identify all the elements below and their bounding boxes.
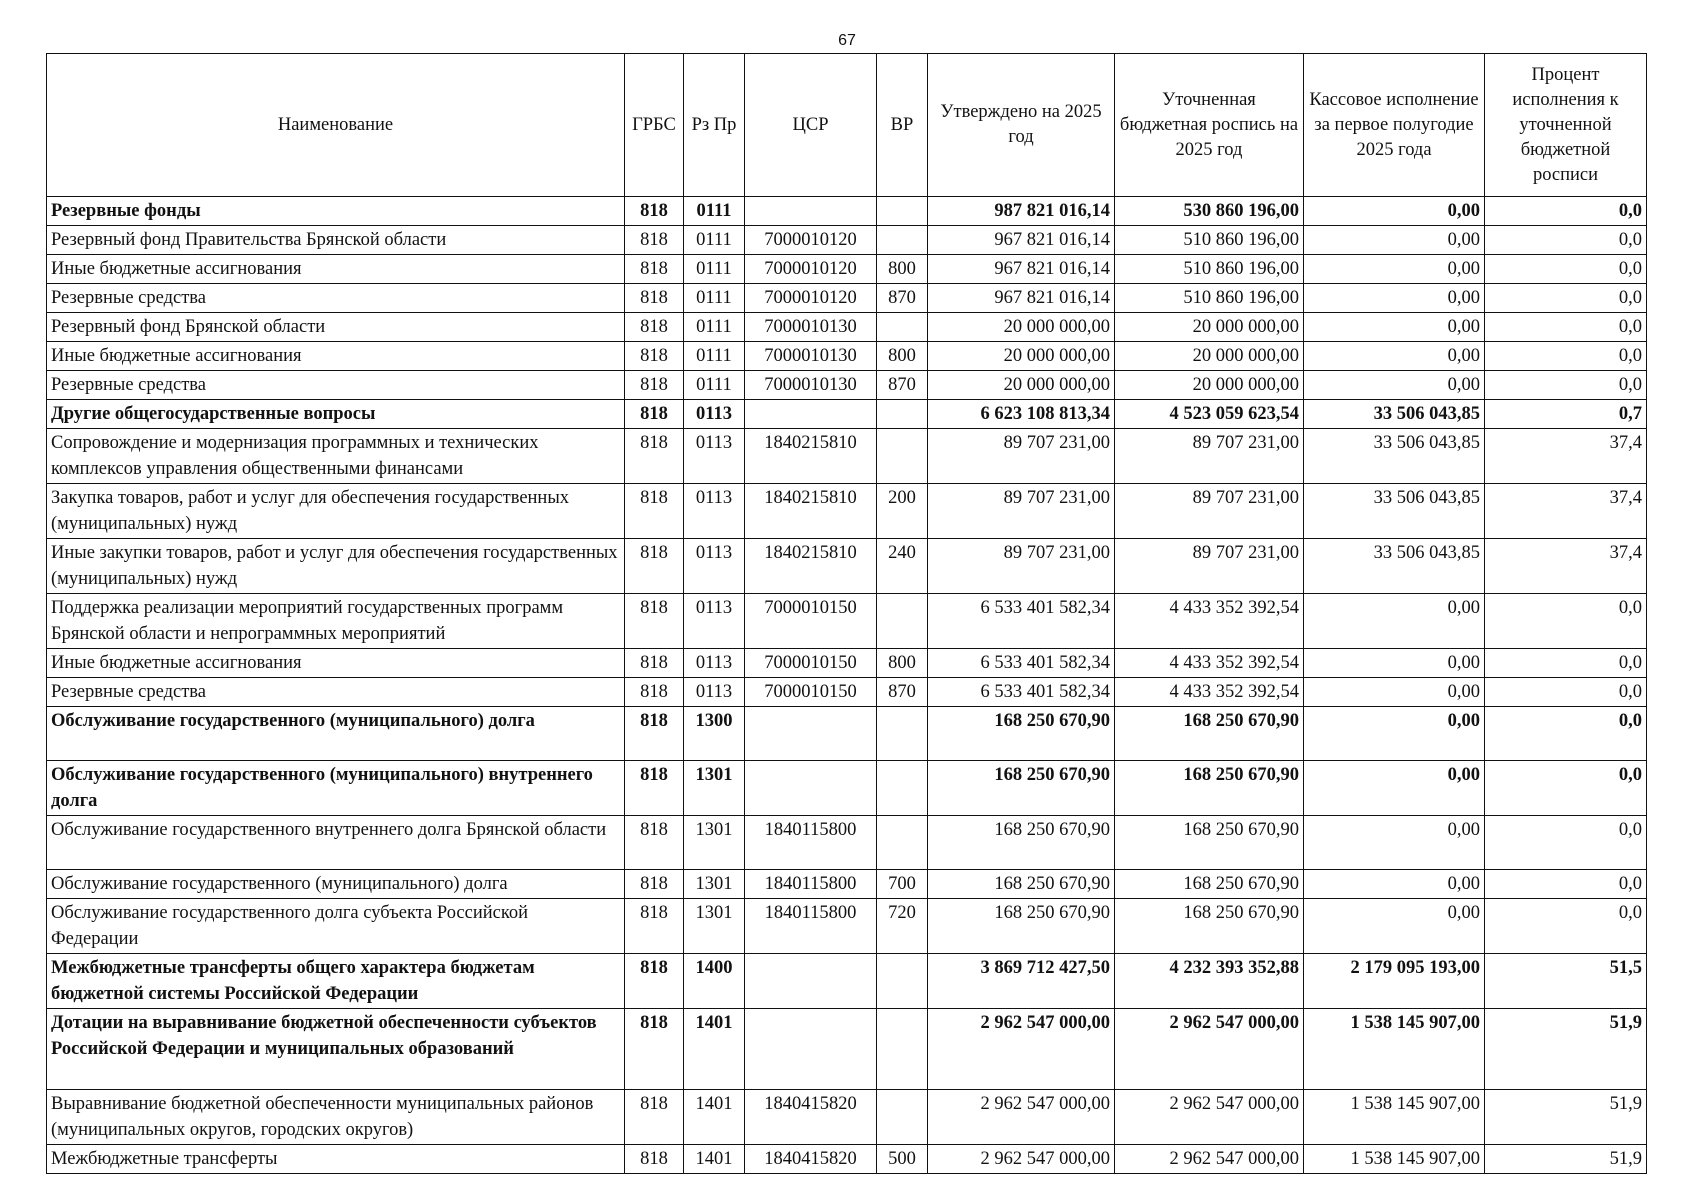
cell-executed: 0,00 <box>1304 197 1485 226</box>
cell-name: Межбюджетные трансферты общего характера бюджетам бюджетной системы Российской Федерации <box>47 954 625 1009</box>
cell-approved: 6 533 401 582,34 <box>928 649 1115 678</box>
cell-approved: 168 250 670,90 <box>928 707 1115 761</box>
cell-rzpr: 0111 <box>684 342 745 371</box>
cell-revised: 510 860 196,00 <box>1115 226 1304 255</box>
cell-csr: 7000010130 <box>745 342 877 371</box>
cell-revised: 4 232 393 352,88 <box>1115 954 1304 1009</box>
cell-grbs: 818 <box>625 594 684 649</box>
cell-rzpr: 0111 <box>684 313 745 342</box>
cell-name: Выравнивание бюджетной обеспеченности муниципальных районов (муниципальных округов, городских округов) <box>47 1090 625 1145</box>
cell-executed: 0,00 <box>1304 342 1485 371</box>
cell-approved: 20 000 000,00 <box>928 313 1115 342</box>
cell-percent: 37,4 <box>1485 484 1647 539</box>
cell-percent: 0,0 <box>1485 371 1647 400</box>
cell-percent: 51,5 <box>1485 954 1647 1009</box>
cell-vr: 870 <box>877 678 928 707</box>
cell-csr: 1840215810 <box>745 484 877 539</box>
cell-grbs: 818 <box>625 539 684 594</box>
table-row <box>47 649 1647 678</box>
cell-revised: 20 000 000,00 <box>1115 342 1304 371</box>
cell-name: Резервный фонд Брянской области <box>47 313 625 342</box>
cell-percent: 0,0 <box>1485 594 1647 649</box>
cell-vr <box>877 313 928 342</box>
cell-name: Резервные средства <box>47 371 625 400</box>
cell-revised: 2 962 547 000,00 <box>1115 1145 1304 1174</box>
cell-revised: 4 523 059 623,54 <box>1115 400 1304 429</box>
cell-percent: 0,0 <box>1485 761 1647 816</box>
cell-executed: 1 538 145 907,00 <box>1304 1009 1485 1090</box>
cell-csr <box>745 400 877 429</box>
cell-revised: 168 250 670,90 <box>1115 761 1304 816</box>
cell-approved: 967 821 016,14 <box>928 255 1115 284</box>
page-number: 67 <box>838 32 856 49</box>
cell-csr: 7000010150 <box>745 594 877 649</box>
cell-name: Межбюджетные трансферты <box>47 1145 625 1174</box>
cell-executed: 0,00 <box>1304 678 1485 707</box>
cell-grbs: 818 <box>625 870 684 899</box>
cell-rzpr: 0113 <box>684 484 745 539</box>
cell-executed: 33 506 043,85 <box>1304 539 1485 594</box>
cell-csr: 1840115800 <box>745 816 877 870</box>
cell-grbs: 818 <box>625 1145 684 1174</box>
cell-approved: 6 533 401 582,34 <box>928 594 1115 649</box>
cell-rzpr: 0113 <box>684 429 745 484</box>
cell-rzpr: 1401 <box>684 1145 745 1174</box>
cell-grbs: 818 <box>625 1090 684 1145</box>
cell-percent: 0,0 <box>1485 899 1647 954</box>
cell-name: Резервные средства <box>47 284 625 313</box>
cell-revised: 2 962 547 000,00 <box>1115 1009 1304 1090</box>
cell-approved: 168 250 670,90 <box>928 761 1115 816</box>
cell-approved: 967 821 016,14 <box>928 226 1115 255</box>
table-row <box>47 284 1647 313</box>
cell-vr: 800 <box>877 649 928 678</box>
cell-vr <box>877 594 928 649</box>
cell-executed: 0,00 <box>1304 761 1485 816</box>
cell-rzpr: 0113 <box>684 539 745 594</box>
cell-csr: 1840115800 <box>745 870 877 899</box>
cell-vr <box>877 707 928 761</box>
cell-vr: 500 <box>877 1145 928 1174</box>
table-row <box>47 678 1647 707</box>
cell-revised: 168 250 670,90 <box>1115 870 1304 899</box>
cell-percent: 0,7 <box>1485 400 1647 429</box>
cell-csr: 7000010130 <box>745 313 877 342</box>
cell-name: Другие общегосударственные вопросы <box>47 400 625 429</box>
cell-approved: 967 821 016,14 <box>928 284 1115 313</box>
cell-rzpr: 1301 <box>684 816 745 870</box>
cell-rzpr: 1300 <box>684 707 745 761</box>
table-row <box>47 870 1647 899</box>
cell-rzpr: 0111 <box>684 197 745 226</box>
cell-grbs: 818 <box>625 429 684 484</box>
table-row <box>47 313 1647 342</box>
cell-executed: 0,00 <box>1304 816 1485 870</box>
cell-approved: 89 707 231,00 <box>928 539 1115 594</box>
cell-revised: 20 000 000,00 <box>1115 313 1304 342</box>
cell-revised: 2 962 547 000,00 <box>1115 1090 1304 1145</box>
cell-grbs: 818 <box>625 226 684 255</box>
cell-approved: 168 250 670,90 <box>928 816 1115 870</box>
cell-percent: 0,0 <box>1485 255 1647 284</box>
cell-revised: 4 433 352 392,54 <box>1115 649 1304 678</box>
cell-grbs: 818 <box>625 255 684 284</box>
cell-grbs: 818 <box>625 400 684 429</box>
cell-vr <box>877 1009 928 1090</box>
cell-grbs: 818 <box>625 1009 684 1090</box>
cell-name: Дотации на выравнивание бюджетной обеспеченности субъектов Российской Федерации и муниципальных образований <box>47 1009 625 1090</box>
cell-percent: 0,0 <box>1485 707 1647 761</box>
cell-csr <box>745 954 877 1009</box>
cell-revised: 530 860 196,00 <box>1115 197 1304 226</box>
cell-name: Иные закупки товаров, работ и услуг для обеспечения государственных (муниципальных) нужд <box>47 539 625 594</box>
table-row <box>47 594 1647 649</box>
cell-rzpr: 1400 <box>684 954 745 1009</box>
cell-approved: 20 000 000,00 <box>928 342 1115 371</box>
cell-csr <box>745 707 877 761</box>
header-executed: Кассовое исполнение за первое полугодие 2025 года <box>1304 54 1485 197</box>
cell-name: Обслуживание государственного долга субъекта Российской Федерации <box>47 899 625 954</box>
cell-csr: 7000010150 <box>745 649 877 678</box>
table-row <box>47 342 1647 371</box>
header-percent: Процент исполнения к уточненной бюджетной росписи <box>1485 54 1647 197</box>
header-rzpr: Рз Пр <box>684 54 745 197</box>
cell-percent: 0,0 <box>1485 816 1647 870</box>
header-name: Наименование <box>47 54 625 197</box>
table-row <box>47 429 1647 484</box>
cell-revised: 4 433 352 392,54 <box>1115 594 1304 649</box>
cell-csr: 1840415820 <box>745 1090 877 1145</box>
cell-csr: 7000010130 <box>745 371 877 400</box>
cell-csr: 1840215810 <box>745 429 877 484</box>
cell-name: Обслуживание государственного внутреннего долга Брянской области <box>47 816 625 870</box>
cell-vr: 800 <box>877 255 928 284</box>
cell-name: Резервный фонд Правительства Брянской области <box>47 226 625 255</box>
cell-csr: 7000010150 <box>745 678 877 707</box>
cell-name: Иные бюджетные ассигнования <box>47 649 625 678</box>
cell-vr <box>877 226 928 255</box>
cell-approved: 6 623 108 813,34 <box>928 400 1115 429</box>
cell-name: Закупка товаров, работ и услуг для обеспечения государственных (муниципальных) нужд <box>47 484 625 539</box>
cell-name: Иные бюджетные ассигнования <box>47 255 625 284</box>
cell-approved: 89 707 231,00 <box>928 484 1115 539</box>
budget-execution-table <box>46 53 1647 1174</box>
cell-grbs: 818 <box>625 284 684 313</box>
cell-rzpr: 0113 <box>684 400 745 429</box>
cell-revised: 168 250 670,90 <box>1115 816 1304 870</box>
table-header-row <box>47 54 1647 197</box>
cell-executed: 0,00 <box>1304 649 1485 678</box>
table-row <box>47 1145 1647 1174</box>
cell-grbs: 818 <box>625 342 684 371</box>
cell-revised: 510 860 196,00 <box>1115 255 1304 284</box>
cell-grbs: 818 <box>625 371 684 400</box>
table-row <box>47 484 1647 539</box>
table-row <box>47 816 1647 870</box>
cell-vr: 700 <box>877 870 928 899</box>
table-row <box>47 707 1647 761</box>
cell-vr <box>877 197 928 226</box>
cell-vr: 800 <box>877 342 928 371</box>
cell-executed: 0,00 <box>1304 870 1485 899</box>
cell-csr <box>745 197 877 226</box>
cell-grbs: 818 <box>625 816 684 870</box>
cell-rzpr: 0111 <box>684 371 745 400</box>
cell-executed: 0,00 <box>1304 255 1485 284</box>
cell-approved: 168 250 670,90 <box>928 899 1115 954</box>
cell-executed: 1 538 145 907,00 <box>1304 1145 1485 1174</box>
cell-rzpr: 1301 <box>684 761 745 816</box>
cell-percent: 0,0 <box>1485 342 1647 371</box>
cell-grbs: 818 <box>625 707 684 761</box>
cell-revised: 510 860 196,00 <box>1115 284 1304 313</box>
header-grbs: ГРБС <box>625 54 684 197</box>
cell-executed: 0,00 <box>1304 899 1485 954</box>
header-revised: Уточненная бюджетная роспись на 2025 год <box>1115 54 1304 197</box>
cell-executed: 1 538 145 907,00 <box>1304 1090 1485 1145</box>
header-vr: ВР <box>877 54 928 197</box>
cell-executed: 33 506 043,85 <box>1304 484 1485 539</box>
cell-executed: 0,00 <box>1304 313 1485 342</box>
table-row <box>47 899 1647 954</box>
cell-vr <box>877 954 928 1009</box>
cell-rzpr: 0113 <box>684 594 745 649</box>
cell-rzpr: 1301 <box>684 870 745 899</box>
cell-executed: 0,00 <box>1304 371 1485 400</box>
table-row <box>47 539 1647 594</box>
cell-grbs: 818 <box>625 954 684 1009</box>
cell-percent: 37,4 <box>1485 539 1647 594</box>
cell-revised: 89 707 231,00 <box>1115 484 1304 539</box>
cell-rzpr: 1401 <box>684 1009 745 1090</box>
cell-approved: 168 250 670,90 <box>928 870 1115 899</box>
cell-percent: 37,4 <box>1485 429 1647 484</box>
cell-grbs: 818 <box>625 678 684 707</box>
cell-percent: 0,0 <box>1485 649 1647 678</box>
cell-vr: 240 <box>877 539 928 594</box>
cell-approved: 89 707 231,00 <box>928 429 1115 484</box>
cell-grbs: 818 <box>625 899 684 954</box>
cell-revised: 89 707 231,00 <box>1115 429 1304 484</box>
table-row <box>47 255 1647 284</box>
cell-vr <box>877 1090 928 1145</box>
cell-executed: 2 179 095 193,00 <box>1304 954 1485 1009</box>
cell-revised: 168 250 670,90 <box>1115 899 1304 954</box>
cell-percent: 0,0 <box>1485 284 1647 313</box>
cell-percent: 51,9 <box>1485 1009 1647 1090</box>
cell-csr <box>745 761 877 816</box>
table-row <box>47 954 1647 1009</box>
cell-grbs: 818 <box>625 484 684 539</box>
cell-name: Обслуживание государственного (муниципального) долга <box>47 870 625 899</box>
cell-csr: 7000010120 <box>745 284 877 313</box>
cell-percent: 51,9 <box>1485 1090 1647 1145</box>
cell-approved: 6 533 401 582,34 <box>928 678 1115 707</box>
cell-executed: 33 506 043,85 <box>1304 400 1485 429</box>
cell-executed: 0,00 <box>1304 284 1485 313</box>
cell-grbs: 818 <box>625 761 684 816</box>
cell-grbs: 818 <box>625 649 684 678</box>
cell-csr: 1840115800 <box>745 899 877 954</box>
cell-percent: 0,0 <box>1485 197 1647 226</box>
cell-executed: 0,00 <box>1304 594 1485 649</box>
cell-percent: 0,0 <box>1485 313 1647 342</box>
cell-rzpr: 0111 <box>684 284 745 313</box>
cell-vr <box>877 429 928 484</box>
cell-vr <box>877 816 928 870</box>
cell-percent: 51,9 <box>1485 1145 1647 1174</box>
cell-csr: 1840415820 <box>745 1145 877 1174</box>
cell-executed: 33 506 043,85 <box>1304 429 1485 484</box>
cell-vr <box>877 761 928 816</box>
table-row <box>47 761 1647 816</box>
cell-approved: 987 821 016,14 <box>928 197 1115 226</box>
cell-rzpr: 0113 <box>684 678 745 707</box>
cell-name: Резервные фонды <box>47 197 625 226</box>
cell-vr: 720 <box>877 899 928 954</box>
cell-name: Обслуживание государственного (муниципального) долга <box>47 707 625 761</box>
table-row <box>47 1090 1647 1145</box>
cell-revised: 89 707 231,00 <box>1115 539 1304 594</box>
cell-approved: 2 962 547 000,00 <box>928 1009 1115 1090</box>
cell-approved: 3 869 712 427,50 <box>928 954 1115 1009</box>
cell-csr: 7000010120 <box>745 226 877 255</box>
cell-revised: 20 000 000,00 <box>1115 371 1304 400</box>
cell-csr: 7000010120 <box>745 255 877 284</box>
cell-name: Поддержка реализации мероприятий государственных программ Брянской области и непрограммных мероприятий <box>47 594 625 649</box>
cell-percent: 0,0 <box>1485 870 1647 899</box>
cell-rzpr: 0111 <box>684 226 745 255</box>
cell-grbs: 818 <box>625 197 684 226</box>
table-row <box>47 197 1647 226</box>
table-row <box>47 226 1647 255</box>
cell-rzpr: 1301 <box>684 899 745 954</box>
cell-approved: 2 962 547 000,00 <box>928 1090 1115 1145</box>
cell-revised: 4 433 352 392,54 <box>1115 678 1304 707</box>
cell-executed: 0,00 <box>1304 226 1485 255</box>
cell-percent: 0,0 <box>1485 678 1647 707</box>
cell-name: Сопровождение и модернизация программных и технических комплексов управления общественными финансами <box>47 429 625 484</box>
cell-vr: 870 <box>877 284 928 313</box>
header-approved: Утверждено на 2025 год <box>928 54 1115 197</box>
table-row <box>47 371 1647 400</box>
cell-percent: 0,0 <box>1485 226 1647 255</box>
cell-name: Резервные средства <box>47 678 625 707</box>
cell-name: Иные бюджетные ассигнования <box>47 342 625 371</box>
cell-approved: 2 962 547 000,00 <box>928 1145 1115 1174</box>
cell-revised: 168 250 670,90 <box>1115 707 1304 761</box>
cell-rzpr: 0111 <box>684 255 745 284</box>
cell-vr: 870 <box>877 371 928 400</box>
cell-rzpr: 0113 <box>684 649 745 678</box>
cell-csr <box>745 1009 877 1090</box>
cell-grbs: 818 <box>625 313 684 342</box>
cell-approved: 20 000 000,00 <box>928 371 1115 400</box>
header-csr: ЦСР <box>745 54 877 197</box>
cell-executed: 0,00 <box>1304 707 1485 761</box>
cell-rzpr: 1401 <box>684 1090 745 1145</box>
table-row <box>47 1009 1647 1090</box>
cell-vr: 200 <box>877 484 928 539</box>
cell-name: Обслуживание государственного (муниципального) внутреннего долга <box>47 761 625 816</box>
cell-csr: 1840215810 <box>745 539 877 594</box>
cell-vr <box>877 400 928 429</box>
table-row <box>47 400 1647 429</box>
